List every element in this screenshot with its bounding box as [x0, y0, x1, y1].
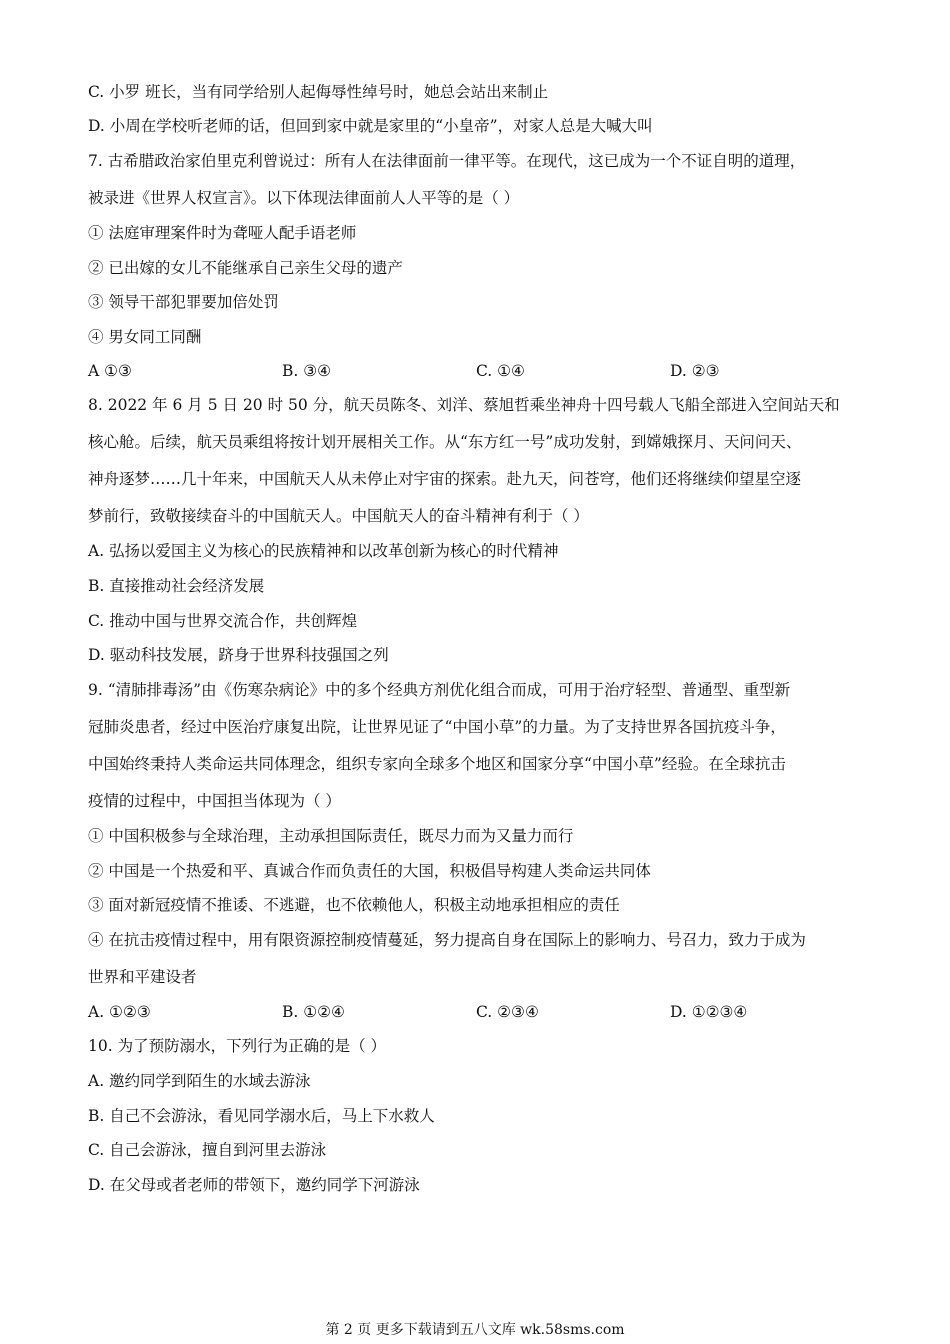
q7-option-b: B. ③④: [282, 362, 332, 380]
q8-stem-line-4: 梦前行，致敬接续奋斗的中国航天人。中国航天人的奋斗精神有利于（ ）: [88, 507, 589, 525]
q9-stem-line-3: 中国始终秉持人类命运共同体理念，组织专家向全球多个地区和国家分享“中国小草”经验。在全球抗击: [88, 755, 786, 773]
q7-statement-3: ③ 领导干部犯罪要加倍处罚: [88, 293, 279, 311]
q7-stem-line-2: 被录进《世界人权宣言》。以下体现法律面前人人平等的是（ ）: [88, 189, 520, 207]
q7-options: [88, 360, 890, 382]
q8-stem-line-1: 8. 2022 年 6 月 5 日 20 时 50 分，航天员陈冬、刘洋、蔡旭哲乘坐神舟十四号载人飞船全部进入空间站天和: [88, 396, 840, 414]
q8-option-a: A. 弘扬以爱国主义为核心的民族精神和以改革创新为核心的时代精神: [88, 542, 559, 560]
q7-statement-4: ④ 男女同工同酬: [88, 328, 202, 346]
q9-statement-4-line-2: 世界和平建设者: [88, 968, 197, 986]
q9-option-c: C. ②③④: [476, 1003, 539, 1021]
q7-statement-2: ② 已出嫁的女儿不能继承自己亲生父母的遗产: [88, 259, 403, 277]
q9-statement-4-line-1: ④ 在抗击疫情过程中，用有限资源控制疫情蔓延，努力提高自身在国际上的影响力、号召力，致力于成为: [88, 931, 806, 949]
q10-option-b: B. 自己不会游泳，看见同学溺水后，马上下水救人: [88, 1107, 435, 1125]
q6-option-c: C. 小罗 班长，当有同学给别人起侮辱性绰号时，她总会站出来制止: [88, 83, 549, 101]
page-footer: 第 2 页 更多下载请到五八文库 wk.58sms.com: [325, 1322, 625, 1338]
q7-option-c: C. ①④: [476, 362, 525, 380]
q10-option-a: A. 邀约同学到陌生的水域去游泳: [88, 1072, 311, 1090]
q9-options: [88, 1001, 890, 1023]
q8-option-d: D. 驱动科技发展，跻身于世界科技强国之列: [88, 646, 389, 664]
q7-option-d: D. ②③: [670, 362, 720, 380]
q9-option-d: D. ①②③④: [670, 1003, 748, 1021]
q7-option-a: A ①③: [88, 362, 132, 380]
q6-option-d: D. 小周在学校听老师的话，但回到家中就是家里的“小皇帝”，对家人总是大喊大叫: [88, 117, 653, 135]
q9-statement-2: ② 中国是一个热爱和平、真诚合作而负责任的大国，积极倡导构建人类命运共同体: [88, 862, 651, 880]
q9-option-b: B. ①②④: [282, 1003, 345, 1021]
q10-stem: 10. 为了预防溺水，下列行为正确的是（ ）: [88, 1037, 387, 1055]
q10-option-d: D. 在父母或者老师的带领下，邀约同学下河游泳: [88, 1176, 420, 1194]
q9-stem-line-4: 疫情的过程中，中国担当体现为（ ）: [88, 792, 341, 810]
q9-stem-line-2: 冠肺炎患者，经过中医治疗康复出院，让世界见证了“中国小草”的力量。为了支持世界各国抗疫斗争，: [88, 718, 786, 736]
q9-statement-1: ① 中国积极参与全球治理，主动承担国际责任，既尽力而为又量力而行: [88, 827, 574, 845]
q9-statement-3: ③ 面对新冠疫情不推诿、不逃避，也不依赖他人，积极主动地承担相应的责任: [88, 896, 620, 914]
q7-stem-line-1: 7. 古希腊政治家伯里克利曾说过：所有人在法律面前一律平等。在现代，这已成为一个不证自明的道理，: [88, 152, 806, 170]
q9-stem-line-1: 9. “清肺排毒汤”由《伤寒杂病论》中的多个经典方剂优化组合而成，可用于治疗轻型、普通型、重型新: [88, 681, 791, 699]
q8-stem-line-3: 神舟逐梦……几十年来，中国航天人从未停止对宇宙的探索。赴九天，问苍穹，他们还将继续仰望星空逐: [88, 470, 802, 488]
q8-option-b: B. 直接推动社会经济发展: [88, 577, 265, 595]
q10-option-c: C. 自己会游泳，擅自到河里去游泳: [88, 1141, 327, 1159]
q8-option-c: C. 推动中国与世界交流合作，共创辉煌: [88, 612, 358, 630]
q7-statement-1: ① 法庭审理案件时为聋哑人配手语老师: [88, 224, 357, 242]
q8-stem-line-2: 核心舱。后续，航天员乘组将按计划开展相关工作。从“东方红一号”成功发射，到嫦娥探月、天问问天、: [88, 433, 802, 451]
q9-option-a: A. ①②③: [88, 1003, 151, 1021]
